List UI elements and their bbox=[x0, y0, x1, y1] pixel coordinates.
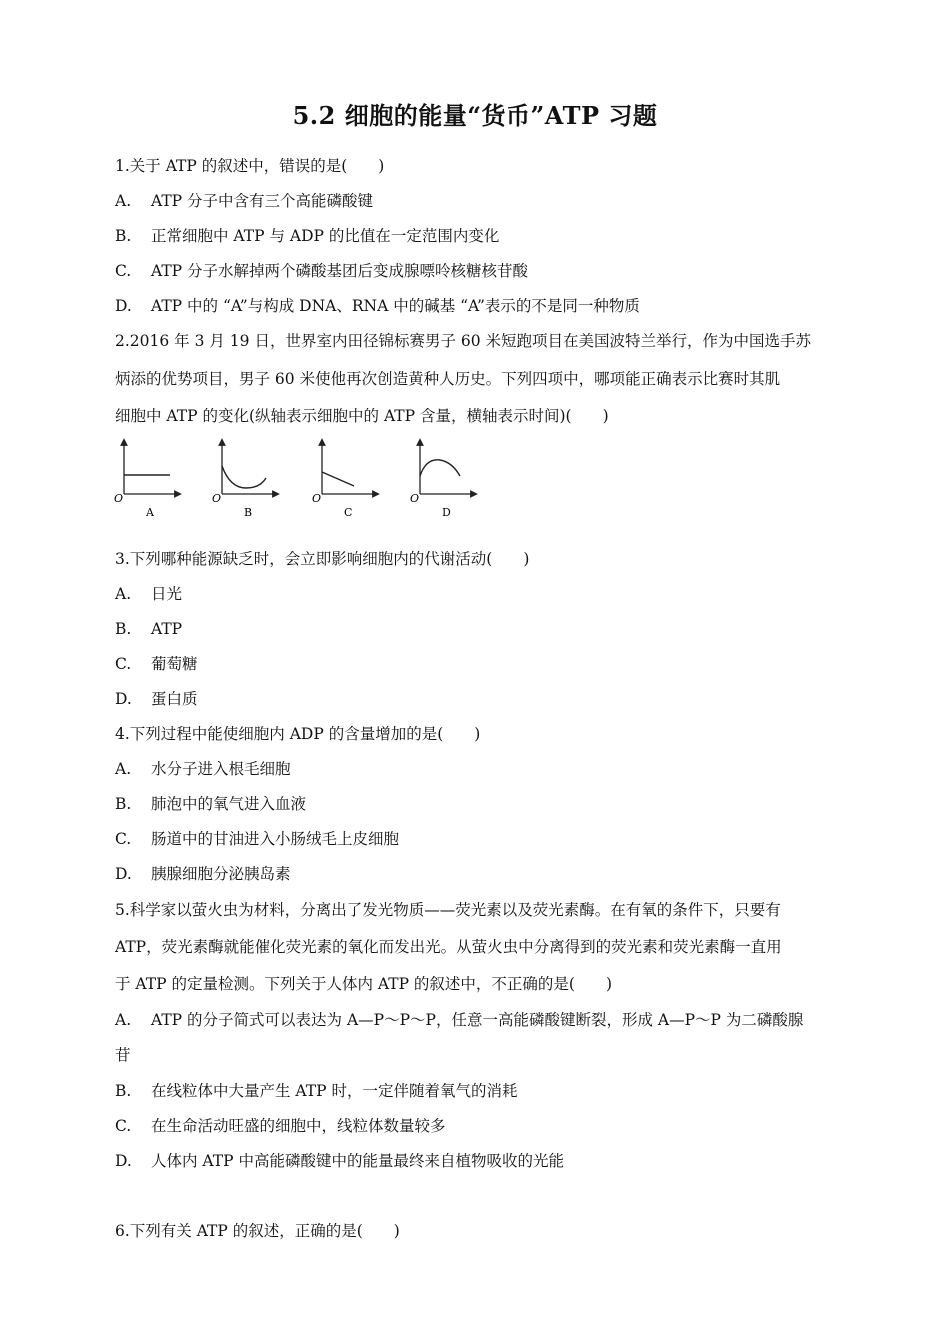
option-text: 肺泡中的氧气进入血液 bbox=[151, 795, 307, 813]
q1-stem: 1.关于 ATP 的叙述中，错误的是( ) bbox=[115, 157, 385, 175]
q1-option-b bbox=[115, 226, 499, 246]
option-letter: A. bbox=[115, 760, 132, 778]
q1-option-a bbox=[115, 191, 373, 211]
q5-option-a-continuation: 苷 bbox=[115, 1046, 131, 1064]
page-title: 5.2 细胞的能量“货币”ATP 习题 bbox=[292, 101, 658, 130]
option-letter: A. bbox=[115, 192, 132, 210]
q4-option-d bbox=[115, 864, 291, 884]
q4-stem: 4.下列过程中能使细胞内 ADP 的含量增加的是( ) bbox=[115, 725, 481, 743]
q6-stem: 6.下列有关 ATP 的叙述，正确的是( ) bbox=[115, 1222, 400, 1240]
option-text: ATP 中的 “A”与构成 DNA、RNA 中的碱基 “A”表示的不是同一种物质 bbox=[151, 297, 640, 315]
option-text: 正常细胞中 ATP 与 ADP 的比值在一定范围内变化 bbox=[151, 227, 500, 245]
option-letter: D. bbox=[115, 1152, 132, 1170]
graph-label: D bbox=[442, 506, 451, 519]
option-text: ATP 的分子简式可以表达为 A—P～P～P，任意一高能磷酸键断裂，形成 A—P～P 为二磷酸腺 bbox=[151, 1011, 804, 1029]
option-text: 人体内 ATP 中高能磷酸键中的能量最终来自植物吸收的光能 bbox=[151, 1152, 564, 1170]
curve-increase-then-decrease bbox=[420, 460, 460, 476]
q5-option-b bbox=[115, 1081, 517, 1101]
option-letter: C. bbox=[115, 262, 132, 280]
q4-option-b bbox=[115, 794, 306, 814]
q5-stem-line-2: ATP，荧光素酶就能催化荧光素的氧化而发出光。从萤火虫中分离得到的荧光素和荧光素酶一直用 bbox=[115, 938, 782, 956]
graph-d-axes bbox=[404, 436, 484, 522]
q5-option-d bbox=[115, 1151, 564, 1171]
option-text: ATP 分子水解掉两个磷酸基团后变成腺嘌呤核糖核苷酸 bbox=[151, 262, 529, 280]
q3-option-b bbox=[115, 619, 182, 639]
option-letter: A. bbox=[115, 1011, 132, 1029]
origin-label: O bbox=[114, 492, 124, 505]
graph-label: A bbox=[146, 506, 154, 519]
q2-stem-line-2: 炳添的优势项目，男子 60 米使他再次创造黄种人历史。下列四项中，哪项能正确表示比赛时其肌 bbox=[115, 370, 781, 388]
option-letter: D. bbox=[115, 297, 132, 315]
q5-option-a bbox=[115, 1010, 803, 1030]
q1-option-c bbox=[115, 261, 528, 281]
q4-option-a bbox=[115, 759, 291, 779]
curve-linear-decrease bbox=[322, 472, 354, 486]
option-text: ATP 分子中含有三个高能磷酸键 bbox=[151, 192, 374, 210]
option-text: 日光 bbox=[151, 585, 183, 603]
q5-option-c bbox=[115, 1116, 446, 1136]
q3-stem: 3.下列哪种能源缺乏时，会立即影响细胞内的代谢活动( ) bbox=[115, 550, 530, 568]
graph-a-axes bbox=[108, 436, 188, 522]
q3-option-d bbox=[115, 689, 198, 709]
q3-option-a bbox=[115, 584, 182, 604]
graph-c bbox=[306, 436, 386, 522]
origin-label: O bbox=[212, 492, 222, 505]
option-text: 在生命活动旺盛的细胞中，线粒体数量较多 bbox=[151, 1117, 446, 1135]
option-letter: D. bbox=[115, 690, 132, 708]
q1-option-d bbox=[115, 296, 640, 316]
q3-option-c bbox=[115, 654, 198, 674]
option-text: 胰腺细胞分泌胰岛素 bbox=[151, 865, 291, 883]
q2-stem-line-1: 2.2016 年 3 月 19 日，世界室内田径锦标赛男子 60 米短跑项目在美国波特兰举行，作为中国选手苏 bbox=[115, 332, 812, 350]
origin-label: O bbox=[312, 492, 322, 505]
option-letter: B. bbox=[115, 620, 132, 638]
option-text: 葡萄糖 bbox=[151, 655, 198, 673]
q2-stem-line-3: 细胞中 ATP 的变化(纵轴表示细胞中的 ATP 含量，横轴表示时间)( ) bbox=[115, 407, 609, 425]
q5-stem-line-3: 于 ATP 的定量检测。下列关于人体内 ATP 的叙述中，不正确的是( ) bbox=[115, 975, 613, 993]
option-text: 在线粒体中大量产生 ATP 时，一定伴随着氧气的消耗 bbox=[151, 1082, 518, 1100]
option-text: 肠道中的甘油进入小肠绒毛上皮细胞 bbox=[151, 830, 400, 848]
option-letter: D. bbox=[115, 865, 132, 883]
graph-a bbox=[108, 436, 188, 522]
q4-option-c bbox=[115, 829, 399, 849]
option-letter: A. bbox=[115, 585, 132, 603]
q2-graph-options bbox=[108, 436, 488, 522]
option-letter: C. bbox=[115, 830, 132, 848]
graph-d bbox=[404, 436, 484, 522]
graph-b-axes bbox=[206, 436, 286, 522]
curve-decrease-then-increase bbox=[222, 466, 266, 488]
option-text: ATP bbox=[151, 620, 183, 638]
origin-label: O bbox=[410, 492, 420, 505]
option-letter: C. bbox=[115, 655, 132, 673]
option-letter: B. bbox=[115, 795, 132, 813]
graph-c-axes bbox=[306, 436, 386, 522]
graph-label: C bbox=[344, 506, 353, 519]
option-letter: B. bbox=[115, 227, 132, 245]
q5-stem-line-1: 5.科学家以萤火虫为材料，分离出了发光物质——荧光素以及荧光素酶。在有氧的条件下，只要有 bbox=[115, 901, 781, 919]
option-text: 蛋白质 bbox=[151, 690, 198, 708]
option-letter: C. bbox=[115, 1117, 132, 1135]
option-letter: B. bbox=[115, 1082, 132, 1100]
option-text: 水分子进入根毛细胞 bbox=[151, 760, 291, 778]
graph-label: B bbox=[244, 506, 253, 519]
graph-b bbox=[206, 436, 286, 522]
